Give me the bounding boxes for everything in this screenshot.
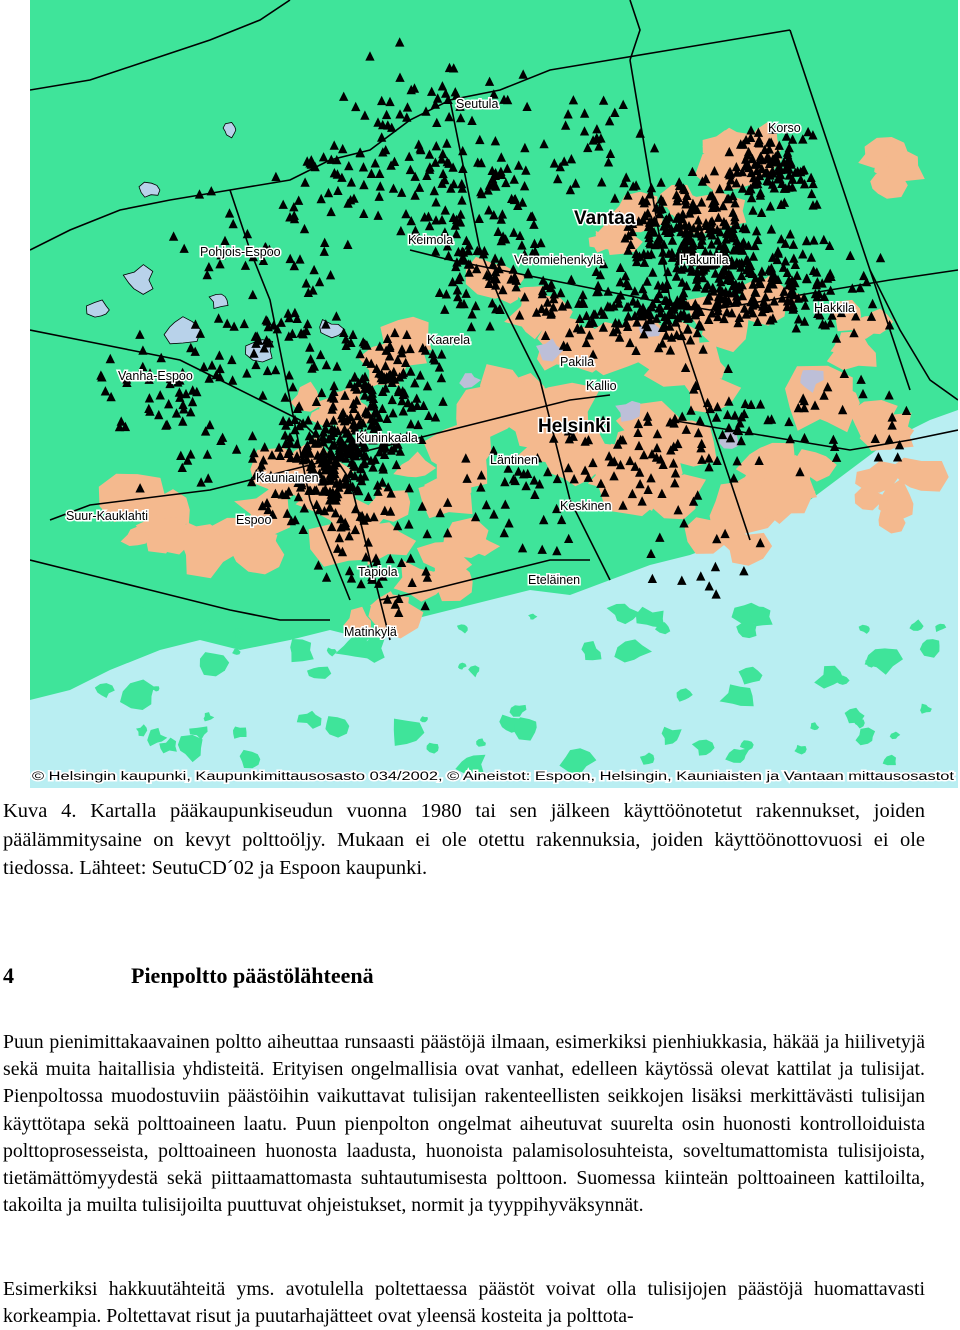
map-label-lansinen: Läntinen	[490, 453, 538, 467]
building-heating-map	[30, 0, 958, 788]
map-label-helsinki: Helsinki	[538, 416, 611, 437]
section-number: 4	[3, 963, 14, 988]
section-title: Pienpoltto päästölähteenä	[131, 963, 374, 988]
map-label-kaarela: Kaarela	[427, 333, 471, 347]
body-paragraph: Puun pienimittakaavainen poltto aiheuttaa runsaasti päästöjä ilmaan, esimerkiksi pienhiukkasia, häkää ja hiilivetyjä sekä muita haitallisia yhdisteitä. Erityisen ongelmallisia ovat vanhat, edelleen käytössä olevat kattilat ja tulisijat. Pienpoltossa muodostuviin päästöihin vaikuttavat tulisijan rakenteellisten seikkojen lisäksi merkittävästi tulisijan käyttötapa sekä polttoaineen laatu. Puun pienpolton ongelmat aiheutuvat suurelta osin huonosti kontrolloiduista polttoprosesseista, polttoaineen huonosta laadusta, huonoista palamisolosuhteista, soveltumattomista tulisijoista, tietämättömyydestä sekä piittaamattomasta suhtautumisesta polttoon. Suomessa kiinteän polttoaineen kattiloilta, takoilta ja muilta tulisijoilta puuttuvat ohjeistukset, normit ja tyyppihyväksynnät.	[3, 1031, 925, 1217]
map-label-seutula: Seutula	[456, 97, 499, 111]
body-paragraph: Esimerkiksi hakkuutähteitä yms. avotulella poltettaessa päästöt voivat olla tulisijojen päästöjä huomattavasti korkeampia. Poltettavat risut ja puutarhajätteet ovat yleensä kosteita ja polttota-	[3, 1278, 925, 1328]
map-copyright: © Helsingin kaupunki, Kaupunkimittausosasto 034/2002, © Aineistot: Espoon, Helsingin, Kauniaisten ja Vantaan mittausosastot	[32, 771, 956, 783]
map-label-kuninkaala: Kuninkaala	[356, 431, 418, 445]
map-label-kauniainen: Kauniainen	[256, 471, 319, 485]
map-label-veromiehenkyla: Veromiehenkylä	[514, 253, 603, 267]
map-label-etelainen: Eteläinen	[528, 573, 581, 587]
map-label-korso: Korso	[768, 121, 801, 135]
map-label-espoo: Espoo	[236, 513, 272, 527]
map-label-vantaa: Vantaa	[574, 208, 636, 229]
map-label-vanha-espoo: Vanha-Espoo	[118, 369, 193, 383]
map-label-hakunila: Hakunila	[680, 253, 729, 267]
map-label-hakkila: Hakkila	[814, 301, 855, 315]
map-label-suur-kauklahti: Suur-Kauklahti	[66, 509, 148, 523]
map-label-pakila: Pakila	[560, 355, 595, 369]
map-canvas	[30, 0, 958, 788]
map-label-pohjois-espoo: Pohjois-Espoo	[200, 245, 281, 259]
map-label-matinkyla: Matinkylä	[344, 625, 397, 639]
island	[233, 727, 247, 739]
map-label-kallio: Kallio	[586, 379, 617, 393]
map-label-keimola: Keimola	[408, 233, 454, 247]
section-heading	[3, 963, 374, 989]
map-label-keskinen: Keskinen	[560, 499, 612, 513]
figure-caption: Kuva 4. Kartalla pääkaupunkiseudun vuonna 1980 tai sen jälkeen käyttöönotetut rakennukset, joiden päälämmitysaine on kevyt polttoöljy. Mukaan ei ole otettu rakennuksia, joiden käyttöönottovuosi ei ole tiedossa. Lähteet: SeutuCD´02 ja Espoon kaupunki.	[3, 800, 925, 879]
map-label-tapiola: Tapiola	[358, 565, 398, 579]
